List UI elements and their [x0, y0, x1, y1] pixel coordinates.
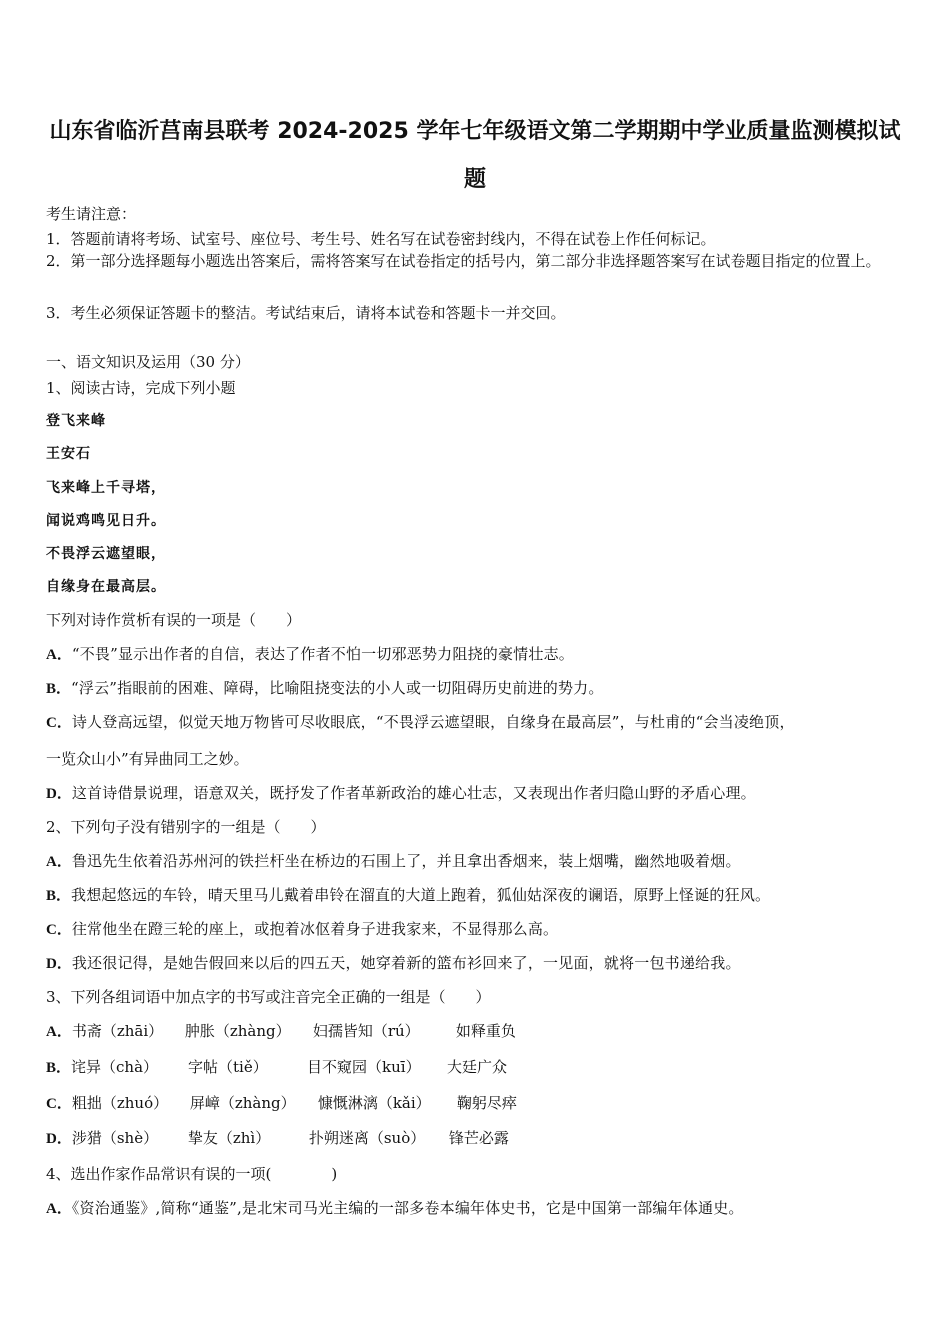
word-cell: 字帖（tiě）: [188, 1058, 268, 1076]
notice-heading: 考生请注意：: [46, 205, 137, 223]
option-label: B．: [46, 1060, 72, 1076]
q3-stem: 3、下列各组词语中加点字的书写或注音完全正确的一组是（ ）: [46, 988, 491, 1006]
notice-item-2: 2．第一部分选择题每小题选出答案后，需将答案写在试卷指定的括号内，第二部分非选择题答案写在试卷题目指定的位置上。: [46, 252, 881, 270]
option-label: A．: [46, 1024, 72, 1040]
q1-option-c-continued: 一览众山小”有异曲同工之妙。: [46, 750, 249, 768]
option-text: 往常他坐在蹬三轮的座上，或抱着冰伛着身子进我家来，不显得那么高。: [71, 920, 559, 938]
q2-option-b: [46, 884, 906, 905]
poem-line: 不畏浮云遮望眼，: [46, 546, 166, 562]
poem-line: 飞来峰上千寻塔，: [46, 480, 166, 496]
poem-title: 登飞来峰: [46, 413, 106, 429]
option-label: C．: [46, 1096, 72, 1112]
q4-stem: 4、选出作家作品常识有误的一项( ): [46, 1165, 338, 1183]
poem-line: 自缘身在最高层。: [46, 579, 166, 595]
word-cell: 肿胀（zhàng）: [184, 1022, 291, 1040]
poem-line: 闻说鸡鸣见日升。: [46, 513, 166, 529]
word-cell: 涉猎（shè）: [71, 1129, 159, 1147]
option-label: A．: [46, 647, 72, 663]
word-cell: 鞠躬尽瘁: [456, 1094, 517, 1112]
option-text: “不畏”显示出作者的自信，表达了作者不怕一切邪恶势力阻挠的豪情壮志。: [71, 645, 574, 663]
word-cell: 大廷广众: [447, 1058, 508, 1076]
word-cell: 目不窥园（kuī）: [307, 1058, 421, 1076]
option-text: 我还很记得，是她告假回来以后的四五天，她穿着新的篮布衫回来了，一见面，就将一包书递给我。: [71, 954, 741, 972]
q1-sub-stem: 下列对诗作赏析有误的一项是（ ）: [46, 611, 302, 629]
word-cell: 扑朔迷离（suò）: [308, 1129, 426, 1147]
word-cell: 挚友（zhì）: [187, 1129, 271, 1147]
q2-option-d: [46, 952, 906, 973]
word-cell: 屏嶂（zhàng）: [189, 1094, 296, 1112]
option-label: D．: [46, 1131, 72, 1147]
option-label: B．: [46, 681, 72, 697]
option-text: 诗人登高远望，似觉天地万物皆可尽收眼底，“不畏浮云遮望眼，自缘身在最高层”，与杜甫的“会当凌绝顶，: [71, 713, 795, 731]
q3-option-b: [46, 1056, 906, 1077]
exam-title-line1: 山东省临沂莒南县联考 2024-2025 学年七年级语文第二学期期中学业质量监测模拟试: [49, 119, 901, 144]
word-cell: 锋芒必露: [448, 1129, 509, 1147]
q3-option-d: [46, 1127, 906, 1148]
q2-option-c: [46, 918, 906, 939]
q2-stem: 2、下列句子没有错别字的一组是（ ）: [46, 818, 326, 836]
section-heading: 一、语文知识及运用（30 分）: [46, 353, 250, 371]
word-cell: 如释重负: [455, 1022, 516, 1040]
word-cell: 书斋（zhāi）: [71, 1022, 164, 1040]
q1-stem: 1、阅读古诗，完成下列小题: [46, 379, 236, 397]
word-cell: 慷慨淋漓（kǎi）: [317, 1094, 431, 1112]
option-label: A．: [46, 1201, 72, 1217]
q1-option-d: [46, 782, 906, 803]
option-label: B．: [46, 888, 72, 904]
option-text: 《资治通鉴》,简称“通鉴”,是北宋司马光主编的一部多卷本编年体史书，它是中国第一部编年体通史。: [71, 1199, 744, 1217]
q3-option-a: [46, 1020, 906, 1041]
option-label: C．: [46, 715, 72, 731]
option-label: D．: [46, 786, 72, 802]
q1-option-a: [46, 643, 906, 664]
option-text: 这首诗借景说理，语意双关，既抒发了作者革新政治的雄心壮志，又表现出作者归隐山野的矛盾心理。: [71, 784, 756, 802]
q1-option-c: [46, 711, 906, 732]
word-cell: 妇孺皆知（rú）: [312, 1022, 420, 1040]
notice-item-1: 1．答题前请将考场、试室号、座位号、考生号、姓名写在试卷密封线内，不得在试卷上作任何标记。: [46, 230, 716, 248]
option-label: C．: [46, 922, 72, 938]
option-text: 鲁迅先生依着沿苏州河的铁拦杆坐在桥边的石围上了，并且拿出香烟来，装上烟嘴，幽然地吸着烟。: [71, 852, 741, 870]
option-label: D．: [46, 956, 72, 972]
option-text: 我想起悠远的车铃，晴天里马儿戴着串铃在溜直的大道上跑着，狐仙姑深夜的谰语，原野上怪诞的狂风。: [71, 886, 771, 904]
option-text: “浮云”指眼前的困难、障碍，比喻阻挠变法的小人或一切阻碍历史前进的势力。: [71, 679, 604, 697]
option-label: A．: [46, 854, 72, 870]
q4-option-a: [46, 1197, 906, 1218]
notice-item-3: 3．考生必须保证答题卡的整洁。考试结束后，请将本试卷和答题卡一并交回。: [46, 304, 566, 322]
word-cell: 粗拙（zhuó）: [71, 1094, 169, 1112]
q2-option-a: [46, 850, 906, 871]
q1-option-b: [46, 677, 906, 698]
poem-author: 王安石: [46, 446, 91, 462]
q3-option-c: [46, 1092, 906, 1113]
word-cell: 诧异（chà）: [71, 1058, 159, 1076]
exam-title-line2: 题: [463, 167, 486, 192]
